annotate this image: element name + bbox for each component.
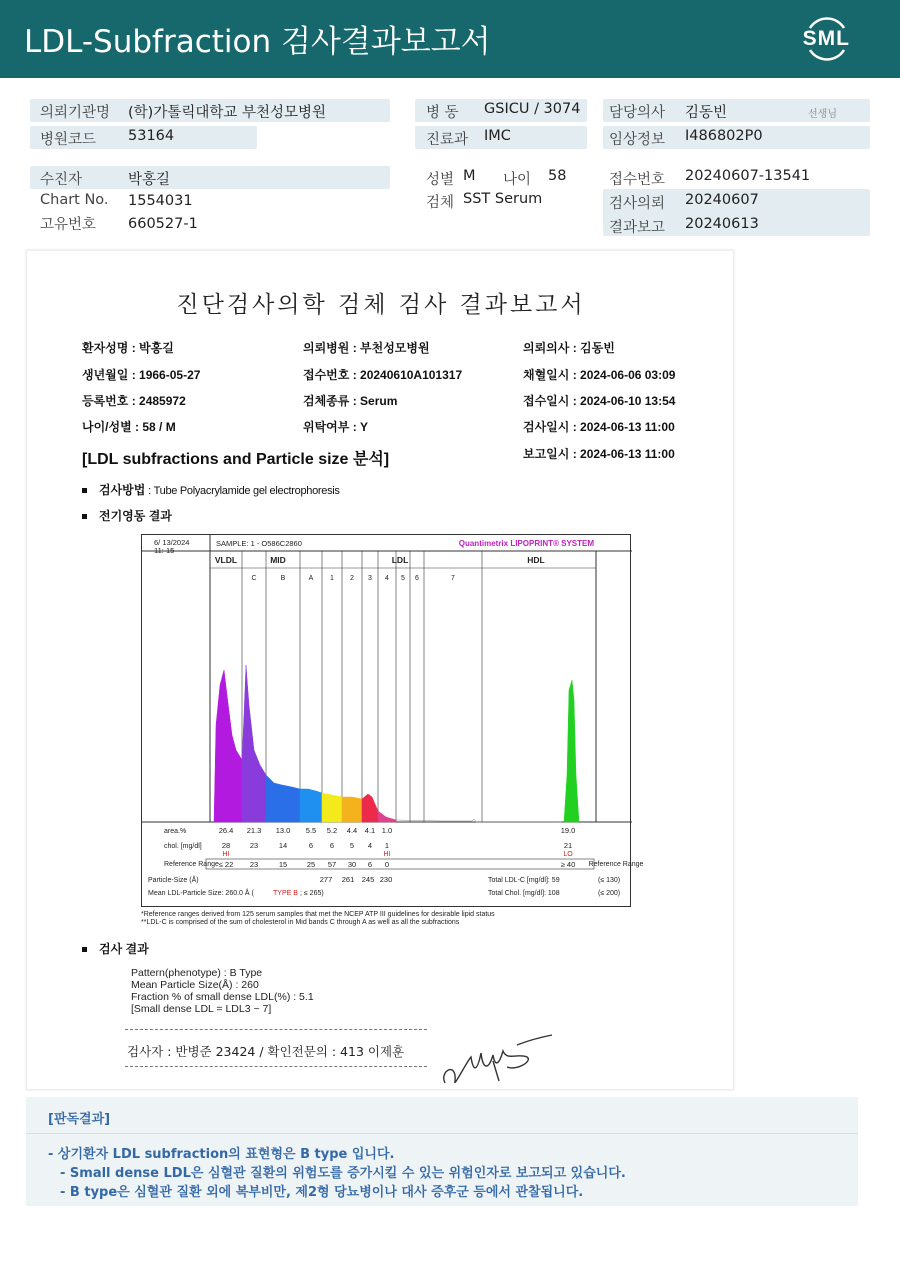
fraction-area-B xyxy=(266,775,300,822)
report-date-label: 결과보고 xyxy=(609,220,666,236)
chart-svg xyxy=(142,535,644,908)
field-physician: 의뢰의사 : 김동빈 xyxy=(523,341,615,355)
field-outsourced: 위탁여부 : Y xyxy=(303,420,369,434)
patient-value: 박홍길 xyxy=(128,172,171,188)
chol-flag: LO xyxy=(563,851,573,858)
result-label: 검사 결과 xyxy=(99,942,149,956)
field-tested: 검사일시 : 2024-06-13 11:00 xyxy=(523,420,675,434)
dept-label: 진료과 xyxy=(426,132,469,148)
verdict-line-1: - 상기환자 LDL subfraction의 표현형은 B type 입니다. xyxy=(48,1147,395,1162)
mean-label: Mean LDL-Particle Size: 260.0 Å ( xyxy=(148,890,254,897)
page-title: LDL-Subfraction 검사결과보고서 xyxy=(24,24,491,60)
footnote-2: **LDL-C is comprised of the sum of cholesterol in Mid bands C through A as well as all the subfractions xyxy=(141,919,460,926)
fraction-area-LDL2 xyxy=(342,797,362,822)
mean-type: TYPE B xyxy=(273,890,298,897)
electro-label: 전기영동 결과 xyxy=(99,509,172,523)
total-chol-ref: (≤ 200) xyxy=(598,890,621,897)
chol-value: 14 xyxy=(278,841,288,850)
result-line xyxy=(82,940,149,957)
result-summary xyxy=(131,967,314,1015)
chart-label: Chart No. xyxy=(40,192,109,208)
reference-value: 6 xyxy=(367,860,373,869)
age-label: 나이 xyxy=(503,172,532,188)
reference-value: 0 xyxy=(384,860,390,869)
area-value: 26.4 xyxy=(218,826,234,835)
area-value: 19.0 xyxy=(560,826,576,835)
field-collect: 채혈일시 : 2024-06-06 03:09 xyxy=(523,368,676,382)
signer-box xyxy=(125,1029,427,1067)
area-value: 5.2 xyxy=(326,826,338,835)
particle-size-value: 245 xyxy=(361,875,375,884)
doctor-suffix: 선생님 xyxy=(808,109,837,120)
mean-tail: ; ≤ 265) xyxy=(300,890,324,897)
reference-value: 57 xyxy=(327,860,337,869)
chart-date: 6/ 13/2024 xyxy=(154,538,190,547)
verdict-line-2: - Small dense LDL은 심혈관 질환의 위험도를 증가시킬 수 있는 위험인자로 보고되고 있습니다. xyxy=(60,1166,626,1181)
band-label: B xyxy=(280,575,286,582)
reference-value: 30 xyxy=(347,860,357,869)
specimen-label: 검체 xyxy=(426,195,455,211)
chol-value: 4 xyxy=(367,841,373,850)
patient-label: 수진자 xyxy=(40,172,83,188)
doctor-value: 김동빈 xyxy=(685,105,728,121)
chol-value: 23 xyxy=(249,841,259,850)
chol-value: 6 xyxy=(308,841,314,850)
clinical-value: I486802P0 xyxy=(685,128,763,144)
summary-pattern: Pattern(phenotype) : B Type xyxy=(131,967,263,979)
chol-value: 5 xyxy=(349,841,355,850)
chol-value: 1 xyxy=(384,841,390,850)
row-label-area: area.% xyxy=(164,828,187,835)
field-receipt: 접수번호 : 20240610A101317 xyxy=(303,368,463,382)
specimen-value: SST Serum xyxy=(463,191,543,207)
row-label-ref-right: Reference Range xyxy=(588,861,644,868)
field-hospital: 의뢰병원 : 부천성모병원 xyxy=(303,341,430,355)
reference-value: 15 xyxy=(278,860,288,869)
particle-size-value: 230 xyxy=(379,875,393,884)
fraction-area-HDL xyxy=(564,680,579,822)
sex-label: 성별 xyxy=(426,172,455,188)
bullet-icon xyxy=(82,514,87,519)
fraction-area-VLDL xyxy=(214,670,242,822)
signature-icon xyxy=(437,1031,557,1091)
info-row-bg xyxy=(30,166,390,189)
field-reported: 보고일시 : 2024-06-13 11:00 xyxy=(523,447,675,461)
chol-flag: HI xyxy=(222,851,230,858)
chol-value: 28 xyxy=(221,841,231,850)
verdict-title: [판독결과] xyxy=(48,1112,111,1127)
band-label: C xyxy=(251,575,257,582)
chart-value: 1554031 xyxy=(128,193,193,209)
report-date-value: 20240613 xyxy=(685,216,759,232)
request-label: 검사의뢰 xyxy=(609,196,666,212)
band-label: 6 xyxy=(415,575,419,582)
chol-value: 21 xyxy=(563,841,573,850)
age-value: 58 xyxy=(548,168,567,184)
row-label-size: Particle-Size (Å) xyxy=(148,877,199,884)
total-chol: Total Chol. [mg/dl]: 108 xyxy=(488,890,560,897)
fraction-area-LDL4 xyxy=(378,811,396,822)
row-label-ref: Reference Range xyxy=(164,861,219,868)
area-value: 13.0 xyxy=(275,826,291,835)
hospital-code-value: 53164 xyxy=(128,128,175,144)
total-ldl-ref: (≤ 130) xyxy=(598,877,621,884)
ward-label: 병 동 xyxy=(426,105,459,121)
ward-value: GSICU / 3074 xyxy=(484,101,581,117)
summary-size: Mean Particle Size(Å) : 260 xyxy=(131,979,259,991)
electrophoresis-chart xyxy=(141,534,644,907)
fraction-area-LDL3 xyxy=(362,794,378,822)
area-value: 4.4 xyxy=(346,826,358,835)
group-label: LDL xyxy=(391,555,409,565)
group-label: MID xyxy=(270,555,286,565)
reference-box xyxy=(206,859,594,869)
band-label: 1 xyxy=(330,575,334,582)
analysis-heading: [LDL subfractions and Particle size 분석] xyxy=(82,451,390,468)
band-label: 3 xyxy=(368,575,372,582)
clinical-label: 임상정보 xyxy=(609,132,666,148)
field-name: 환자성명 : 박홍길 xyxy=(82,341,174,355)
reference-value: ≤ 22 xyxy=(218,860,234,869)
particle-size-value: 261 xyxy=(341,875,355,884)
method-label: 검사방법 xyxy=(99,483,146,497)
receipt-value: 20240607-13541 xyxy=(685,168,811,184)
band-label: 7 xyxy=(451,575,455,582)
request-value: 20240607 xyxy=(685,192,759,208)
field-dob: 생년월일 : 1966-05-27 xyxy=(82,368,201,382)
electro-line xyxy=(82,507,172,524)
area-value: 5.5 xyxy=(305,826,317,835)
bullet-icon xyxy=(82,488,87,493)
dept-value: IMC xyxy=(484,128,511,144)
reference-value: 23 xyxy=(249,860,259,869)
institution-label: 의뢰기관명 xyxy=(40,105,111,121)
chol-value: 6 xyxy=(329,841,335,850)
field-spec: 검체종류 : Serum xyxy=(303,394,398,408)
fraction-area-C xyxy=(242,665,266,822)
summary-definition: [Small dense LDL = LDL3 ~ 7] xyxy=(131,1003,272,1015)
doctor-label: 담당의사 xyxy=(609,105,666,121)
report-title: 진단검사의학 검체 검사 결과보고서 xyxy=(176,292,586,318)
institution-value: (학)가톨릭대학교 부천성모병원 xyxy=(128,105,327,121)
band-label: 5 xyxy=(401,575,405,582)
band-label: A xyxy=(308,575,314,582)
sex-value: M xyxy=(463,168,476,184)
chol-flag: HI xyxy=(383,851,391,858)
area-value: 1.0 xyxy=(381,826,393,835)
method-value: : Tube Polyacrylamide gel electrophoresis xyxy=(145,485,340,497)
fraction-area-LDL1 xyxy=(322,793,342,822)
verdict-line-3: - B type은 심혈관 질환 외에 복부비만, 제2형 당뇨병이나 대사 증후군 등에서 관찰됩니다. xyxy=(60,1185,584,1200)
footnote-1: *Reference ranges derived from 125 serum samples that met the NCEP ATP III guidelines for desirable lipid status xyxy=(141,911,495,918)
unique-value: 660527-1 xyxy=(128,216,198,232)
chart-sample: SAMPLE: 1 - O586C2860 xyxy=(216,539,302,548)
row-label-chol: chol. [mg/dl] xyxy=(164,843,202,850)
chart-title: Quantimetrix LIPOPRINT® SYSTEM xyxy=(458,539,594,548)
chart-time: 11: 15 xyxy=(154,546,175,555)
band-label: 4 xyxy=(385,575,389,582)
area-value: 4.1 xyxy=(364,826,376,835)
summary-fraction: Fraction % of small dense LDL(%) : 5.1 xyxy=(131,991,314,1003)
particle-size-value: 277 xyxy=(319,875,333,884)
field-reg: 등록번호 : 2485972 xyxy=(82,394,186,408)
fraction-area-A xyxy=(300,789,322,822)
page-header xyxy=(0,0,900,78)
field-agesex: 나이/성별 : 58 / M xyxy=(82,420,176,434)
method-line xyxy=(82,481,340,498)
band-label: 2 xyxy=(350,575,354,582)
reference-value: ≥ 40 xyxy=(560,860,576,869)
lab-report xyxy=(26,250,734,1090)
group-label: VLDL xyxy=(214,555,238,565)
signer-text: 검사자 : 반병준 23424 / 확인전문의 : 413 이제훈 xyxy=(127,1044,405,1059)
verdict-panel xyxy=(26,1097,858,1206)
total-ldl: Total LDL-C [mg/dl]: 59 xyxy=(488,877,560,884)
hospital-code-label: 병원코드 xyxy=(40,132,97,148)
bullet-icon xyxy=(82,947,87,952)
receipt-label: 접수번호 xyxy=(609,172,666,188)
group-label: HDL xyxy=(527,555,545,565)
field-recv: 접수일시 : 2024-06-10 13:54 xyxy=(523,394,676,408)
logo-text: SML xyxy=(802,27,850,50)
verdict-header xyxy=(26,1097,858,1134)
reference-value: 25 xyxy=(306,860,316,869)
unique-label: 고유번호 xyxy=(40,217,97,233)
area-value: 21.3 xyxy=(246,826,262,835)
